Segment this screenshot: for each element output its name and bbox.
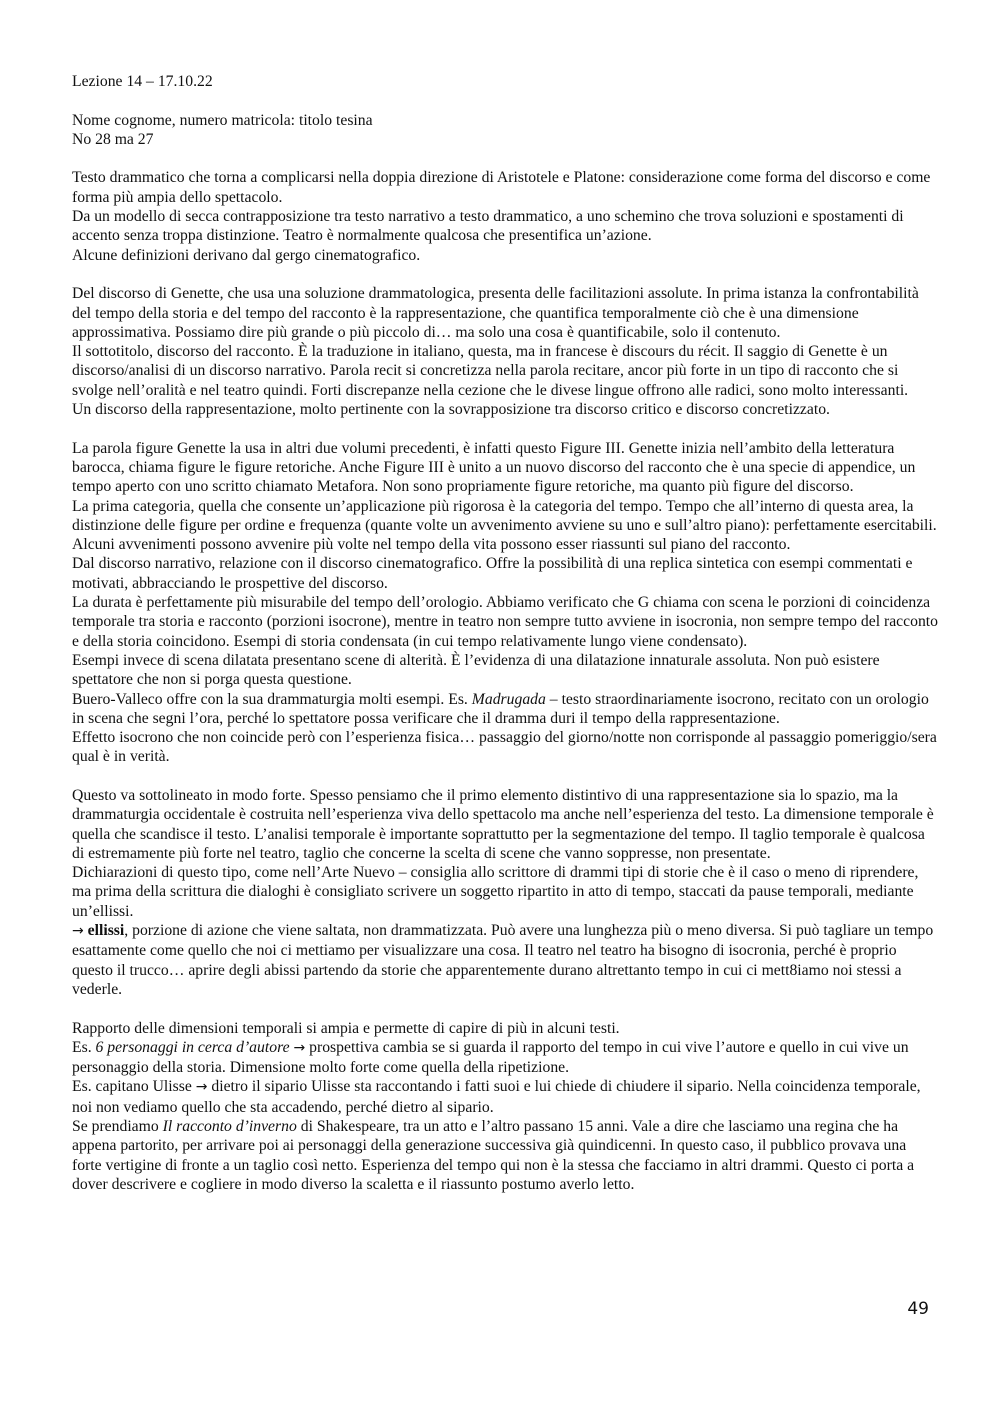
- text-run: Es.: [72, 1038, 96, 1056]
- paragraph: [72, 921, 938, 999]
- note-line: Nome cognome, numero matricola: titolo tesina: [72, 111, 373, 129]
- arrow-right-icon: →: [293, 1039, 306, 1056]
- paragraph: Dichiarazioni di questo tipo, come nell’Arte Nuevo – consiglia allo scrittore di drammi tipi di storie che è il caso o meno di riprendere, ma prima della scrittura die dialoghi è consigliato scrivere un soggetto ripartito in atto di tempo, staccati da pause temporali, mediante un’ellissi.: [72, 864, 919, 920]
- paragraph: La prima categoria, quella che consente un’applicazione più rigorosa è la categoria del tempo. Tempo che all’interno di questa area, la distinzione delle figure per ordine e frequenza (quante volte un avvenimento avviene su uno e sull’altro piano): perfettamente esercitabili. Alcuni avvenimenti possono avvenire più volte nel tempo della vita possono esser riassunti sul piano del racconto.: [72, 497, 937, 554]
- paragraph: [72, 1077, 938, 1117]
- document-page: [72, 72, 938, 1194]
- paragraph: Rapporto delle dimensioni temporali si ampia e permette di capire di più in alcuni testi.: [72, 1019, 620, 1037]
- paragraph: La durata è perfettamente più misurabile del tempo dell’orologio. Abbiamo verificato che G chiama con scena le porzioni di coincidenza temporale tra storia e racconto (porzioni isocrone), mentre in teatro non sempre tutto avviene in isocronia, non sempre tempo del racconto e della storia coincidono. Esempi di storia condensata (in cui tempo relativamente lungo viene condensato).: [72, 594, 938, 650]
- work-title: Il racconto d’inverno: [162, 1118, 297, 1136]
- paragraph: Esempi invece di scena dilatata presentano scene di alterità. È l’evidenza di una dilatazione innaturale assoluta. Non può esistere spettatore che non si porga questa questione.: [72, 651, 880, 689]
- key-term: ellissi: [87, 922, 125, 940]
- paragraph: Del discorso di Genette, che usa una soluzione drammatologica, presenta delle facilitazioni assolute. In prima istanza la confrontabilità del tempo della storia e del tempo del racconto è la rappresentazione, che quantifica temporalmente ciò che è una dimensione approssimativa. Possiamo dire più grande o più piccolo di… ma solo una cosa è quantificabile, solo il contenuto.: [72, 285, 919, 341]
- spacer: [72, 767, 938, 786]
- paragraph: [72, 1038, 938, 1078]
- text-run: di Shakespeare, tra un atto e l’altro passano 15 anni. Vale a dire che lasciamo una regina che ha appena partorito, per arrivare poi ai personaggi della generazione successiva già quindicenni. In questo caso, il pubblico provava una forte vertigine di fronte a un taglio così netto. Esperienza del tempo qui non è la stessa che facciamo in altri drammi. Questo ci porta a dover descrivere e cogliere in modo diverso la scaletta e il riassunto postumo averlo letto.: [72, 1118, 915, 1193]
- spacer: [72, 149, 938, 168]
- text-run: prospettiva cambia se si guarda il rapporto del tempo in cui vive l’autore e quello in cui vive un personaggio della storia. Dimensione molto forte come quella della ripetizione.: [72, 1038, 909, 1077]
- paragraph: Effetto isocrono che non coincide però con l’esperienza fisica… passaggio del giorno/notte non corrisponde al passaggio pomeriggio/sera qual è in verità.: [72, 729, 937, 766]
- paragraph: Il sottotitolo, discorso del racconto. È la traduzione in italiano, questa, ma in francese è discours du récit. Il saggio di Genette è un discorso/analisi di un discorso narrativo. Parola recit si concretizza nella parola recitare, ancor più forte in un tipo di racconto che si svolge nell’oralità e nel teatro quindi. Forti discrepanze nella cezione che le divese lingue offrono alle radici, sono molto interessanti.: [72, 343, 909, 399]
- paragraph: [72, 690, 938, 729]
- text-run: – testo straordinariamente isocrono, recitato con un orologio in scena che segni l’ora, perché lo spettatore possa verificare che il dramma duri il tempo della rappresentazione.: [72, 690, 929, 727]
- text-run: Buero-Valleco offre con la sua drammaturgia molti esempi. Es.: [72, 690, 472, 708]
- spacer: [72, 999, 938, 1018]
- text-run: Se prendiamo: [72, 1118, 163, 1136]
- work-title: 6 personaggi in cerca d’autore: [95, 1038, 290, 1056]
- paragraph: Alcune definizioni derivano dal gergo cinematografico.: [72, 246, 421, 264]
- text-run: , porzione di azione che viene saltata, non drammatizzata. Può avere una lunghezza più o meno diversa. Si può tagliare un tempo esattamente come quello che noi ci mettiamo per visualizzare una cosa. Il teatro nel teatro ha bisogno di isocronia, perché è proprio questo il trucco… aprire degli abissi partendo da storie che apparentemente durano altrettanto tempo in cui ci mett8iamo noi stessi a vederle.: [72, 922, 934, 998]
- page-number: 49: [907, 1299, 929, 1319]
- paragraph: [72, 1117, 938, 1194]
- work-title: Madrugada: [471, 690, 546, 708]
- paragraph: Da un modello di secca contrapposizione tra testo narrativo a testo drammatico, a uno schemino che trova soluzioni e spostamenti di accento senza troppa distinzione. Teatro è normalmente qualcosa che presentifica un’azione.: [72, 208, 904, 245]
- paragraph: Questo va sottolineato in modo forte. Spesso pensiamo che il primo elemento distintivo di una rappresentazione sia lo spazio, ma la drammaturgia occidentale è costruita nell’esperienza viva dello spettacolo ma anche nell’esperienza del testo. La dimensione temporale è quella che scandisce il testo. L’analisi temporale è importante soprattutto per la segmentazione del tempo. Il taglio temporale è qualcosa di estremamente più forte nel teatro, taglio che concerne la scelta di scene che vanno soppresse, non presentate.: [72, 786, 934, 862]
- text-run: dietro il sipario Ulisse sta raccontando i fatti suoi e lui chiede di chiudere il sipario. Nella coincidenza temporale, noi non vediamo quello che sta accadendo, perché dietro al sipario.: [72, 1078, 921, 1116]
- note-line: No 28 ma 27: [72, 130, 154, 148]
- paragraph: Testo drammatico che torna a complicarsi nella doppia direzione di Aristotele e Platone: considerazione come forma del discorso e come forma più ampia dello spettacolo.: [72, 169, 931, 206]
- spacer: [72, 419, 938, 438]
- arrow-right-icon: →: [195, 1079, 208, 1096]
- text-run: Es. capitano Ulisse: [72, 1078, 196, 1096]
- paragraph: Un discorso della rappresentazione, molto pertinente con la sovrapposizione tra discorso critico e discorso concretizzato.: [72, 401, 830, 419]
- spacer: [72, 91, 938, 110]
- arrow-right-icon: →: [72, 923, 84, 940]
- lesson-title: Lezione 14 – 17.10.22: [72, 73, 213, 90]
- paragraph: La parola figure Genette la usa in altri due volumi precedenti, è infatti questo Figure III. Genette inizia nell’ambito della letteratura barocca, chiama figure le figure retoriche. Anche Figure III è unito a un nuovo discorso del racconto che è una specie di appendice, un tempo aperto con uno scritto chiamato Metafora. Non sono propriamente figure retoriche, ma quanto più figure del discorso.: [72, 439, 916, 496]
- paragraph: Dal discorso narrativo, relazione con il discorso cinematografico. Offre la possibilità di una replica sintetica con esempi commentati e motivati, abbracciando le prospettive del discorso.: [72, 555, 913, 592]
- spacer: [72, 265, 938, 284]
